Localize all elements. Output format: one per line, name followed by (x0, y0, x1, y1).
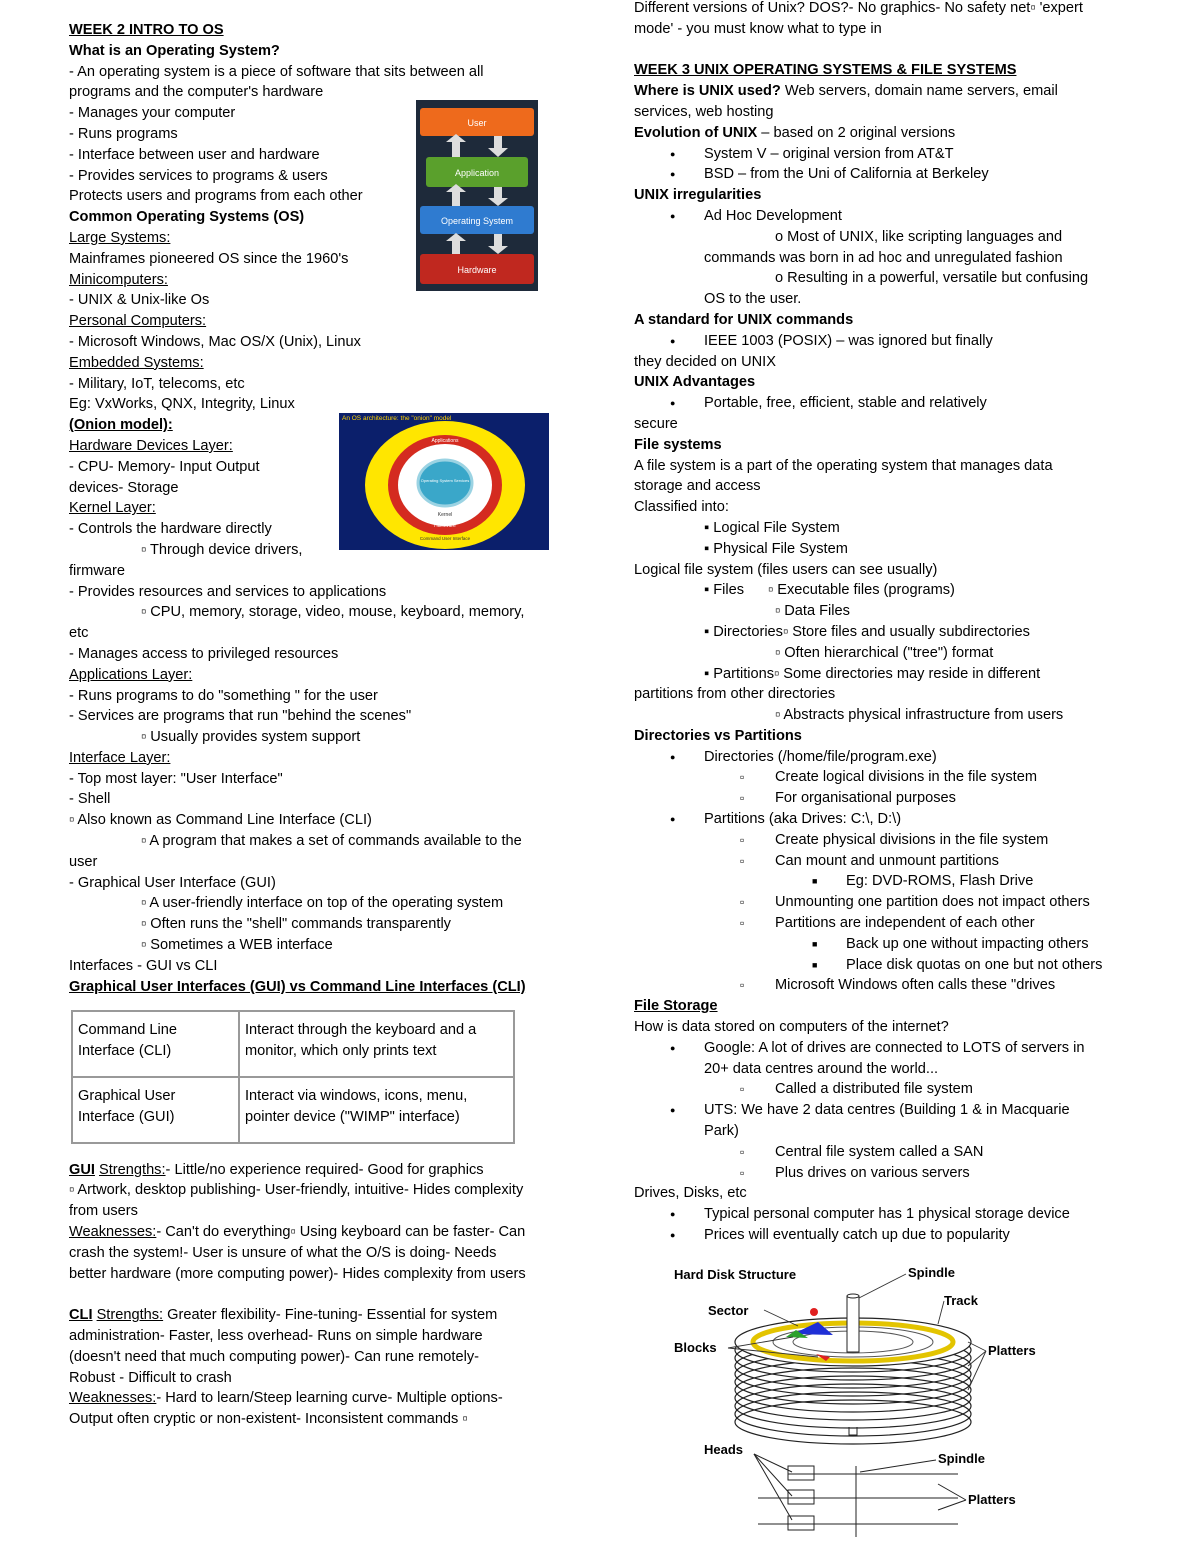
ring-label: Command User Interface (419, 536, 471, 541)
onion-diagram (339, 413, 549, 550)
subheading: Kernel Layer: (69, 500, 156, 517)
text-line: crash the system!- User is unsure of what the O/S is doing- Needs (69, 1244, 497, 1261)
text-line: ▫ CPU, memory, storage, video, mouse, keyboard, memory, (141, 604, 525, 621)
text-line: they decided on UNIX (634, 353, 776, 370)
label-strengths: Strengths: (96, 1307, 164, 1324)
subheading: Hardware Devices Layer: (69, 437, 233, 454)
text-span: - Can't do everything▫ Using keyboard can be faster- Can (156, 1224, 526, 1241)
list-item: ● System V – original version from AT&T (634, 144, 1134, 165)
cli-strengths (69, 1305, 569, 1326)
label-gui: GUI (69, 1161, 95, 1178)
text-line: - Manages access to privileged resources (69, 645, 339, 662)
text-line: Mainframes pioneered OS since the 1960's (69, 250, 349, 267)
subheading: Minicomputers: (69, 271, 168, 288)
label-spindle: Spindle (908, 1265, 955, 1280)
text-line: ▫ Through device drivers, (141, 541, 303, 558)
text-line: ▫ Often runs the "shell" commands transparently (141, 916, 451, 933)
text-line: services, web hosting (634, 103, 774, 120)
list-item: ■ Back up one without impacting others (634, 934, 1134, 955)
list-item: ● Portable, free, efficient, stable and relatively (634, 393, 1134, 414)
text-line: commands was born in ad hoc and unregulated fashion (704, 249, 1063, 266)
label-platters-2: Platters (968, 1492, 1016, 1507)
layer-label: Operating System (440, 216, 514, 226)
hard-disk-diagram (668, 1262, 1058, 1542)
text-line: o Resulting in a powerful, versatile but confusing (775, 270, 1089, 287)
text-line: etc (69, 625, 89, 642)
layer-label: Application (454, 168, 500, 178)
list-item: ● Directories (/home/file/program.exe) (634, 747, 1134, 768)
list-item: ■ Eg: DVD-ROMS, Flash Drive (634, 871, 1134, 892)
spindle-shaft (847, 1296, 859, 1352)
list-item: ● UTS: We have 2 data centres (Building 1 & in Macquarie (634, 1100, 1134, 1121)
text-span: ▫ Executable files (programs) (768, 582, 955, 599)
side-view (754, 1454, 966, 1537)
gui-strengths (69, 1160, 569, 1181)
text-line: ▪ Physical File System (704, 540, 848, 557)
text-line: - CPU- Memory- Input Output (69, 458, 260, 475)
text-line: - Military, IoT, telecoms, etc (69, 375, 245, 392)
onion-figure (339, 413, 549, 550)
core-label: Operating System Services (420, 478, 470, 483)
layer-label: User (467, 118, 487, 128)
list-item: ▫ For organisational purposes (634, 788, 1134, 809)
text-line: Different versions of Unix? DOS?- No graphics- No safety net▫ 'expert (634, 0, 1083, 16)
text-line: Logical file system (files users can see usually) (634, 561, 938, 578)
spindle-top (847, 1294, 859, 1298)
list-item: ● BSD – from the Uni of California at Berkeley (634, 164, 1134, 185)
onion-title: An OS architecture: the "onion" model (342, 415, 452, 422)
heading-irregularities: UNIX irregularities (634, 187, 762, 204)
text-line: - Provides resources and services to applications (69, 583, 387, 600)
label-evolution: Evolution of UNIX (634, 124, 758, 141)
arrow-up-icon (446, 184, 466, 206)
list-item: ▫ Create physical divisions in the file system (634, 830, 1134, 851)
list-item: ▫ Central file system called a SAN (634, 1142, 1134, 1163)
text-span: – based on 2 original versions (757, 124, 956, 141)
heading-standard: A standard for UNIX commands (634, 311, 854, 328)
heading-directories-vs-partitions: Directories vs Partitions (634, 727, 802, 744)
text-span: ▪ Files (704, 582, 745, 599)
text-line: How is data stored on computers of the internet? (634, 1019, 949, 1036)
heading-common-os: Common Operating Systems (OS) (69, 209, 305, 226)
text-line: Eg: VxWorks, QNX, Integrity, Linux (69, 396, 295, 413)
list-item: ▫ Create logical divisions in the file system (634, 767, 1134, 788)
text-line: A file system is a part of the operating system that manages data (634, 457, 1053, 474)
text-line: - Graphical User Interface (GUI) (69, 874, 276, 891)
subheading: Personal Computers: (69, 313, 207, 330)
heading-onion-model: (Onion model): (69, 417, 173, 434)
table-cell: Graphical User Interface (GUI) (72, 1077, 239, 1143)
arrow-down-icon (488, 234, 508, 254)
text-line: ▫ A user-friendly interface on top of the operating system (141, 895, 504, 912)
text-span: Web servers, domain name servers, email (780, 83, 1058, 100)
ring-label: Hardware (434, 523, 456, 529)
gui-weaknesses (69, 1222, 569, 1243)
table-cell: Interact via windows, icons, menu, pointer device ("WIMP" interface) (239, 1077, 514, 1143)
layer-label: Hardware (457, 265, 497, 275)
heading-advantages: UNIX Advantages (634, 374, 756, 391)
arrow-down-icon (488, 136, 508, 157)
list-item: - Provides services to programs & users (69, 167, 328, 184)
ring-label: Applications (431, 438, 459, 444)
text-line: better hardware (more computing power)- Hides complexity from users (69, 1265, 526, 1282)
list-item: ● IEEE 1003 (POSIX) – was ignored but finally (634, 331, 1134, 352)
text-line: Classified into: (634, 499, 729, 516)
text-span: - Little/no experience required- Good for graphics (165, 1161, 484, 1178)
where-used (634, 81, 1134, 102)
heading-file-storage: File Storage (634, 998, 718, 1015)
list-item: ● Ad Hoc Development (634, 206, 1134, 227)
text-line: administration- Faster, less overhead- Runs on simple hardware (69, 1328, 483, 1345)
list-item: ▫ Partitions are independent of each other (634, 913, 1134, 934)
os-stack-diagram (416, 100, 538, 291)
list-item: ▫ Can mount and unmount partitions (634, 851, 1134, 872)
text-line: storage and access (634, 478, 761, 495)
text-line: o Most of UNIX, like scripting languages and (775, 228, 1063, 245)
text-span: - Hard to learn/Steep learning curve- Multiple options- (156, 1390, 503, 1407)
evolution (634, 123, 1134, 144)
list-item: ● Partitions (aka Drives: C:\, D:\) (634, 809, 1134, 830)
text-line: Output often cryptic or non-existent- Inconsistent commands ▫ (69, 1411, 468, 1428)
text-line: ▪ Directories▫ Store files and usually subdirectories (704, 623, 1030, 640)
text-line: Interfaces - GUI vs CLI (69, 957, 218, 974)
text-line: Robust - Difficult to crash (69, 1369, 232, 1386)
arrow-up-icon (446, 134, 466, 157)
disk-title: Hard Disk Structure (674, 1267, 797, 1282)
text-line: user (69, 853, 98, 870)
text-line: ▪ Partitions▫ Some directories may reside in different (704, 665, 1041, 682)
text-line: devices- Storage (69, 479, 179, 496)
text-line: programs and the computer's hardware (69, 84, 324, 101)
arrow-up-icon (446, 233, 466, 254)
label-track: Track (944, 1293, 978, 1308)
core-os-services (418, 460, 472, 506)
table-cell: Command Line Interface (CLI) (72, 1011, 239, 1077)
label-weaknesses: Weaknesses: (69, 1390, 157, 1407)
list-item: ● Google: A lot of drives are connected to LOTS of servers in (634, 1038, 1134, 1059)
head-dot (810, 1308, 818, 1316)
list-item: ● Typical personal computer has 1 physical storage device (634, 1204, 1134, 1225)
text-line: - UNIX & Unix-like Os (69, 292, 210, 309)
text-line: ▫ A program that makes a set of commands available to the (141, 833, 522, 850)
text-line: - An operating system is a piece of software that sits between all (69, 63, 484, 80)
text-line: secure (634, 415, 678, 432)
list-item: ▫ Called a distributed file system (634, 1079, 1134, 1100)
list-item: ▫ Microsoft Windows often calls these "drives (634, 975, 1134, 996)
text-line: - Controls the hardware directly (69, 521, 272, 538)
subheading: Applications Layer: (69, 666, 193, 683)
text-line: Park) (704, 1123, 739, 1140)
text-line: ▫ Data Files (775, 603, 850, 620)
table-row (72, 1077, 514, 1143)
text-line: ▫ Also known as Command Line Interface (CLI) (69, 812, 372, 829)
text-line: ▫ Usually provides system support (141, 729, 361, 746)
list-item: ■ Place disk quotas on one but not others (634, 955, 1134, 976)
files-line (634, 580, 1134, 601)
list-item: ▫ Unmounting one partition does not impact others (634, 892, 1134, 913)
list-item: ● Prices will eventually catch up due to popularity (634, 1225, 1134, 1246)
label-spindle-2: Spindle (938, 1451, 985, 1466)
label-platters: Platters (988, 1343, 1036, 1358)
heading-file-systems: File systems (634, 436, 722, 453)
cli-weaknesses (69, 1388, 569, 1409)
gui-cli-table (71, 1010, 515, 1143)
label-sector: Sector (708, 1303, 749, 1318)
text-line: from users (69, 1203, 138, 1220)
text-line: Drives, Disks, etc (634, 1185, 747, 1202)
text-line: ▫ Often hierarchical ("tree") format (775, 644, 994, 661)
text-line: ▪ Logical File System (704, 519, 840, 536)
list-item: - Manages your computer (69, 105, 236, 122)
list-item: Protects users and programs from each other (69, 188, 363, 205)
text-line: ▫ Abstracts physical infrastructure from users (775, 707, 1064, 724)
arrow-down-icon (488, 187, 508, 206)
label-weaknesses: Weaknesses: (69, 1224, 157, 1241)
text-line: ▫ Sometimes a WEB interface (141, 937, 333, 954)
text-line: (doesn't need that much computing power)- Can rune remotely- (69, 1348, 479, 1365)
label-heads: Heads (704, 1442, 744, 1457)
list-item: - Interface between user and hardware (69, 146, 320, 163)
text-span: Greater flexibility- Fine-tuning- Essential for system (163, 1307, 498, 1324)
heading-what-is-os: What is an Operating System? (69, 42, 280, 59)
label-where: Where is UNIX used? (634, 83, 781, 100)
table-row (72, 1011, 514, 1077)
label-blocks: Blocks (674, 1340, 717, 1355)
right-column (634, 0, 1134, 1246)
text-line: - Services are programs that run "behind the scenes" (69, 708, 412, 725)
text-line: ▫ Artwork, desktop publishing- User-friendly, intuitive- Hides complexity (69, 1182, 524, 1199)
subheading: Large Systems: (69, 229, 171, 246)
text-line: firmware (69, 562, 125, 579)
ring-label: Kernel (437, 512, 453, 518)
text-line: - Runs programs to do "something " for the user (69, 687, 378, 704)
text-line: OS to the user. (704, 291, 802, 308)
text-line: 20+ data centres around the world... (704, 1060, 939, 1077)
subheading: Embedded Systems: (69, 354, 204, 371)
text-line: - Top most layer: "User Interface" (69, 770, 283, 787)
os-stack-figure (416, 100, 538, 291)
label-strengths: Strengths: (99, 1161, 166, 1178)
week3-title: WEEK 3 UNIX OPERATING SYSTEMS & FILE SYSTEMS (634, 62, 1017, 79)
hard-disk-figure (668, 1262, 1058, 1542)
text-line: mode' - you must know what to type in (634, 20, 882, 37)
list-item: - Runs programs (69, 125, 178, 142)
subheading: Interface Layer: (69, 749, 171, 766)
text-line: - Microsoft Windows, Mac OS/X (Unix), Linux (69, 333, 361, 350)
text-line: partitions from other directories (634, 686, 836, 703)
table-cell: Interact through the keyboard and a monitor, which only prints text (239, 1011, 514, 1077)
text-line: - Shell (69, 791, 111, 808)
heading-gui-vs-cli: Graphical User Interfaces (GUI) vs Command Line Interfaces (CLI) (69, 978, 526, 995)
week2-title: WEEK 2 INTRO TO OS (69, 22, 224, 38)
list-item: ▫ Plus drives on various servers (634, 1163, 1134, 1184)
label-cli: CLI (69, 1307, 93, 1324)
